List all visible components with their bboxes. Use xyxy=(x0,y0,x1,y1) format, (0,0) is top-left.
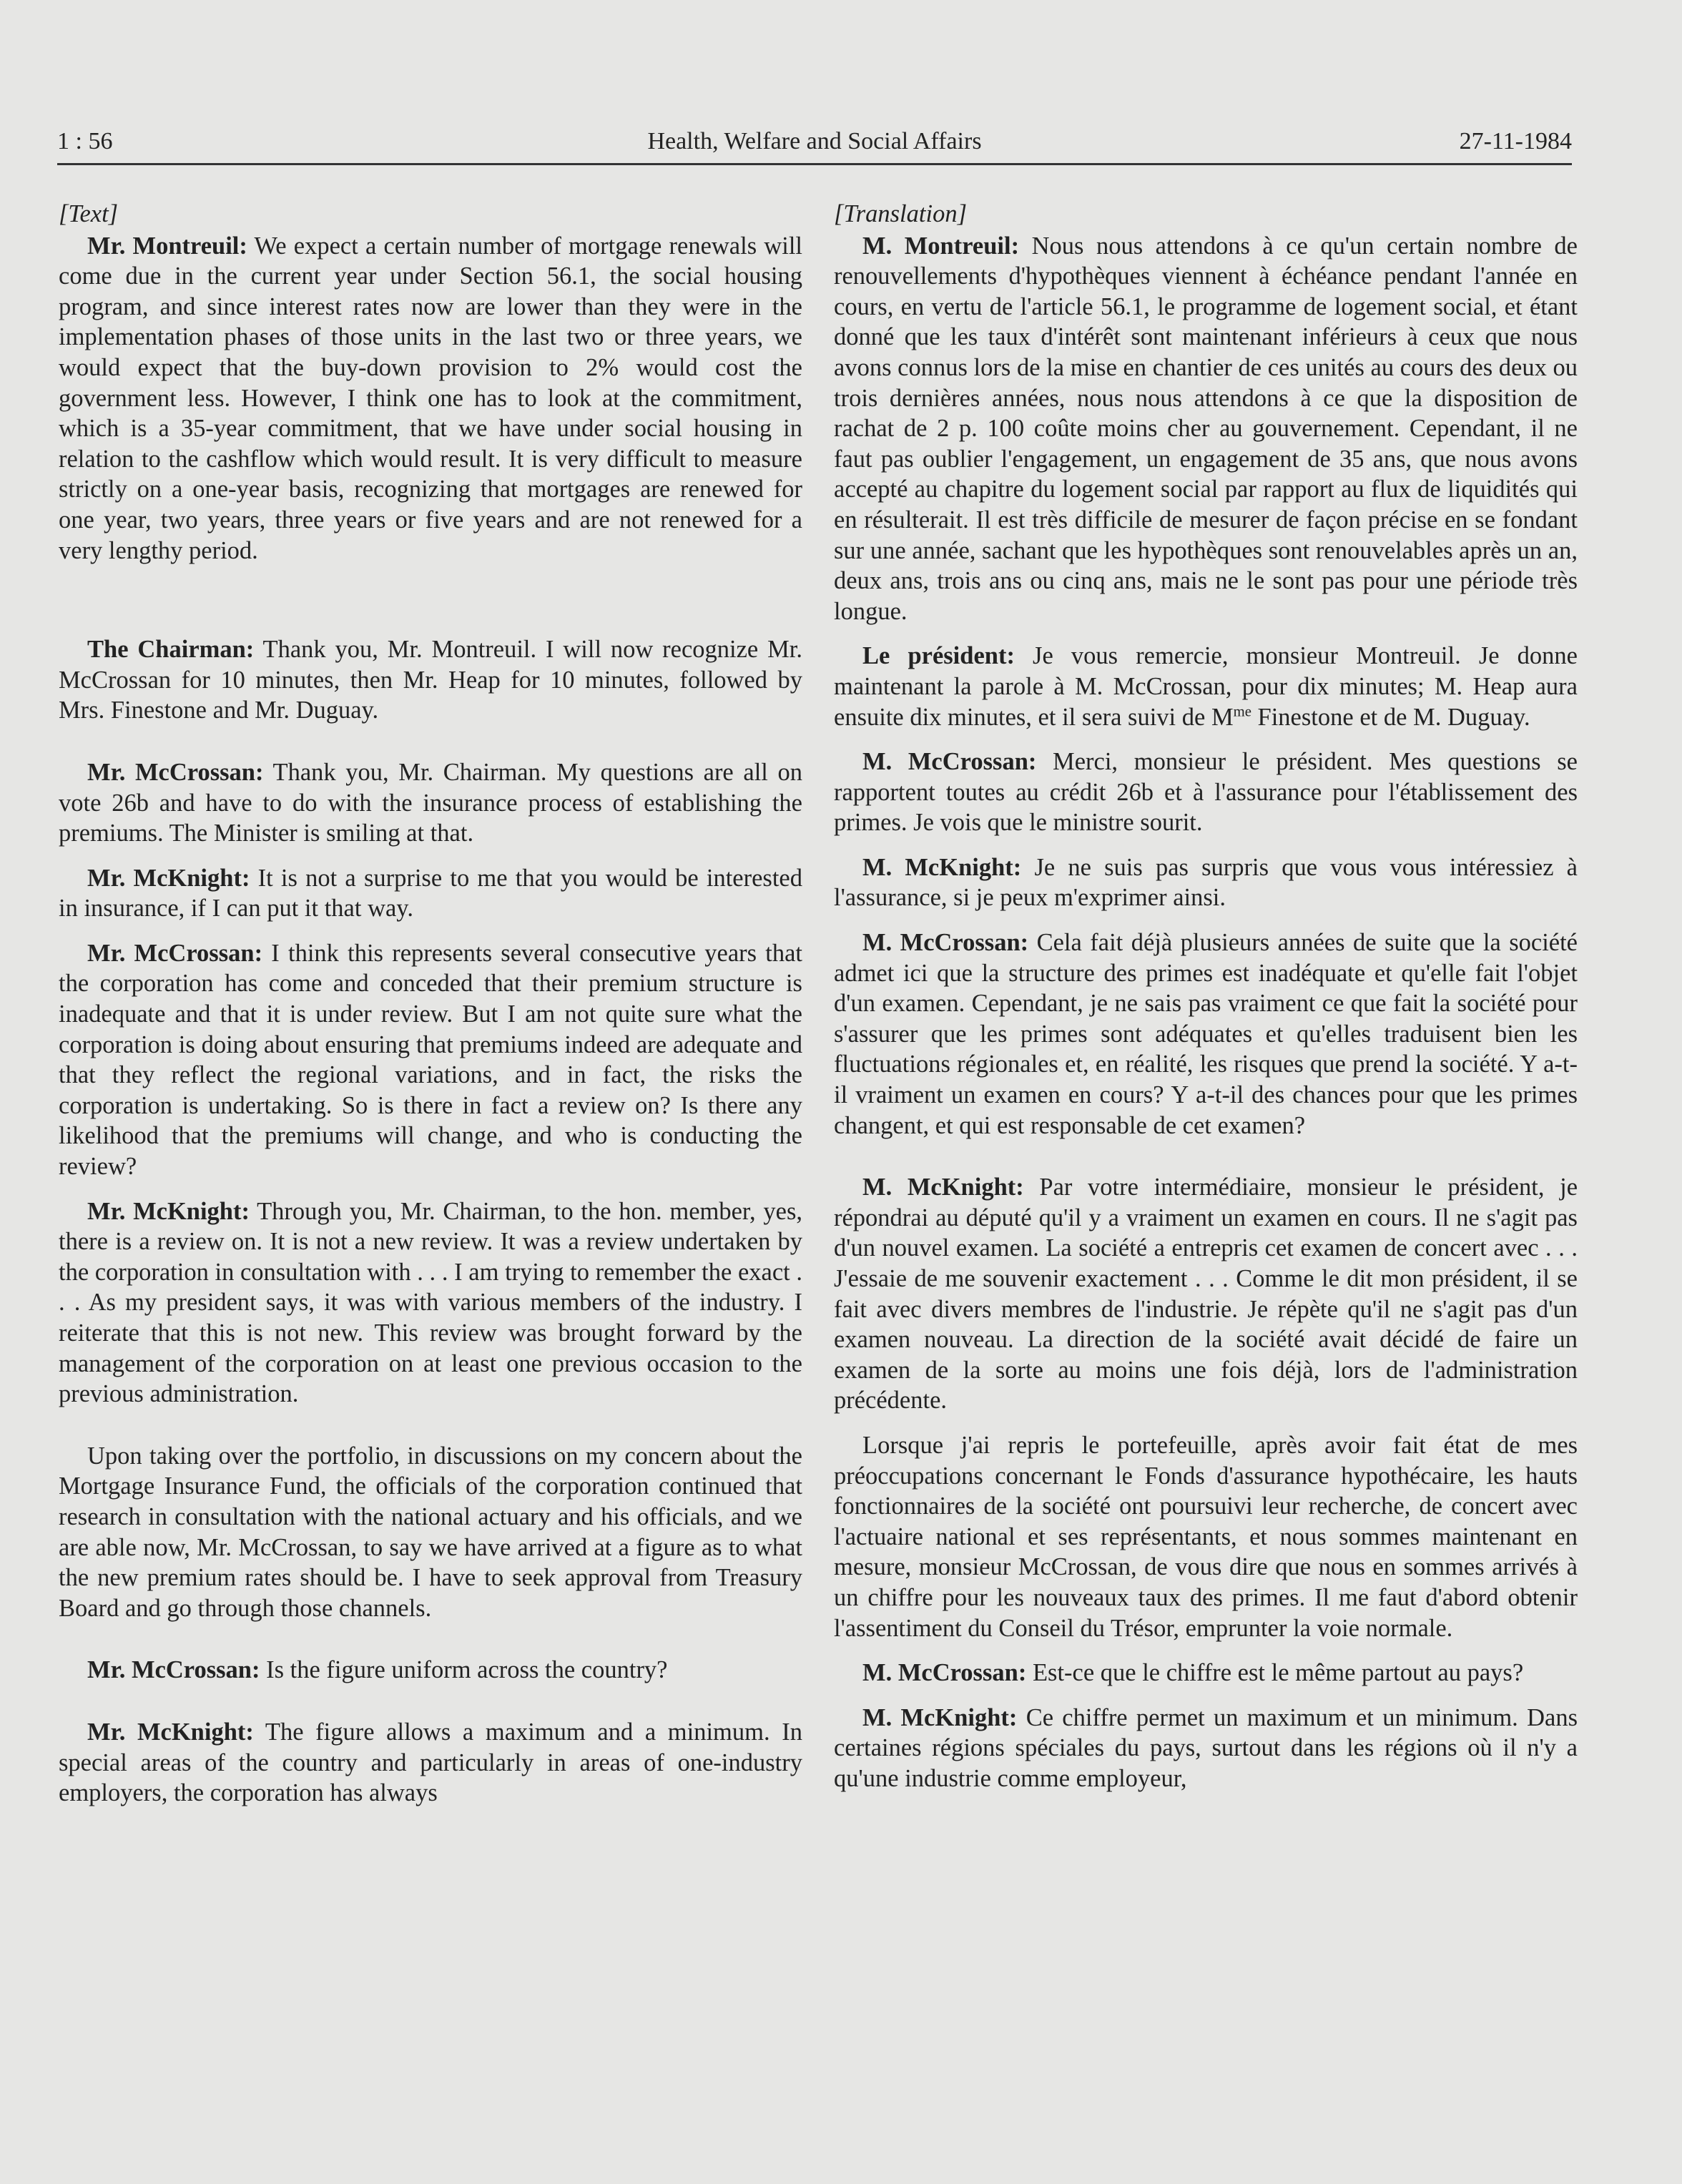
speech-paragraph: Mr. Montreuil: We expect a certain number of mortgage renewals will come due in the current year under Section 56.1, the social housing program, and since interest rates now are lower than they were in the implementation phases of those units in the last two or three years, we would expect that the buy-down provision to 2% would cost the government less. However, I think one has to look at the commitment, which is a 35-year commitment, that we have under social housing in relation to the cashflow which would result. It is very difficult to measure strictly on a one-year basis, recognizing that mortgages are renewed for one year, two years, three years or five years and are not renewed for a very lengthy period. xyxy=(59,232,803,564)
speech-paragraph: Mr. McKnight: The figure allows a maximum and a minimum. In special areas of the country and particularly in areas of one-industry employers, the corporation has always xyxy=(59,1718,802,1807)
speaker-name: M. McKnight: xyxy=(862,1703,1018,1731)
speaker-name: M. McKnight: xyxy=(862,1174,1024,1201)
header-date: 27-11-1984 xyxy=(1459,128,1572,154)
speech-paragraph: M. McKnight: Par votre intermédiaire, monsieur le président, je répondrai au député qu'il y a vraiment un examen en cours. Il ne s'agit pas d'un nouvel examen. La société a entrepris cet examen de concert avec . . . J'essaie de me souvenir exactement . . . Comme le dit mon président, il se fait avec divers membres de l'industrie. Je répète qu'il ne s'agit pas d'un examen nouveau. La direction de la société avait décidé de faire un examen de la sorte au moins une fois déjà, lors de l'administration précédente. xyxy=(834,1174,1578,1415)
speech-paragraph: Mr. McCrossan: I think this represents several consecutive years that the corporation has come and conceded that their premium structure is inadequate and that it is under review. But I am not quite sure what the corporation is doing about ensuring that premiums indeed are adequate and that they reflect the regional variations, and in fact, the risks the corporation is undertaking. So is there in fact a review on? Is there any likelihood that the premiums will change, and who is conducting the review? xyxy=(59,939,802,1181)
speaker-name: Mr. McKnight: xyxy=(87,864,250,892)
speech-paragraph: Mr. McKnight: Through you, Mr. Chairman, to the hon. member, yes, there is a review on. It is not a new review. It was a review undertaken by the corporation in consultation with . . . I am trying to remember the exact . . . As my president says, it was with various members of the industry. I reiterate that this is not new. This review was brought forward by the management of the corporation on at least one previous occasion to the previous administration. xyxy=(59,1197,803,1408)
speaker-name: M. McCrossan: xyxy=(862,929,1029,957)
speech-paragraph: M. McKnight: Ce chiffre permet un maximum et un minimum. Dans certaines régions spéciales du pays, surtout dans les régions où il n'y a qu'une industrie comme employeur, xyxy=(834,1703,1578,1792)
speech-paragraph: M. Montreuil: Nous nous attendons à ce qu'un certain nombre de renouvellements d'hypothèques viennent à échéance pendant l'année en cours, en vertu de l'article 56.1, le programme de logement social, et étant donné que les taux d'intérêt sont maintenant inférieurs à ceux que nous avons connus lors de la mise en chantier de ces unités au cours des deux ou trois dernières années, nous nous attendons à ce que la disposition de rachat de 2 p. 100 coûte moins cher au gouvernement. Cependant, il ne faut pas oublier l'engagement, un engagement de 35 ans, que nous avons accepté au chapitre du logement social par rapport au flux de liquidités qui en résulterait. Il est très difficile de mesurer de façon précise en se fondant sur une année, sachant que les hypothèques sont renouvelables après un an, deux ans, trois ans ou cinq ans, mais ne le sont pas pour une période très longue. xyxy=(834,232,1578,625)
running-title: Health, Welfare and Social Affairs xyxy=(647,128,982,154)
language-tag: [Translation] xyxy=(834,200,967,227)
speaker-name: Mr. McCrossan: xyxy=(87,758,264,786)
speaker-name: M. McCrossan: xyxy=(862,1659,1027,1687)
speaker-name: Mr. McCrossan: xyxy=(87,1656,260,1684)
speech-paragraph: Upon taking over the portfolio, in discussions on my concern about the Mortgage Insurance Fund, the officials of the corporation continued that research in consultation with the national actuary and his officials, and we are able now, Mr. McCrossan, to say we have arrived at a figure as to what the new premium rates should be. I have to seek approval from Treasury Board and go through those channels. xyxy=(59,1442,802,1622)
french-column xyxy=(834,199,1578,1794)
speaker-name: Mr. McCrossan: xyxy=(87,939,263,967)
speaker-name: M. McCrossan: xyxy=(862,748,1037,776)
header-rule xyxy=(57,163,1572,165)
page-header xyxy=(57,123,1572,160)
speaker-name: Mr. Montreuil: xyxy=(87,232,247,260)
speaker-name: M. McKnight: xyxy=(862,853,1022,881)
language-tag: [Text] xyxy=(59,200,119,227)
speaker-name: Mr. McKnight: xyxy=(87,1718,254,1746)
speech-paragraph: Le président: Je vous remercie, monsieur Montreuil. Je donne maintenant la parole à M. McCrossan, pour dix minutes; M. Heap aura ensuite dix minutes, et il sera suivi de $M^{me}$ Finestone et de M. Duguay. xyxy=(834,642,1578,731)
speech-paragraph: Mr. McKnight: It is not a surprise to me that you would be interested in insurance, if I can put it that way. xyxy=(59,864,802,923)
speech-paragraph: Lorsque j'ai repris le portefeuille, après avoir fait état de mes préoccupations concernant le Fonds d'assurance hypothécaire, les hauts fonctionnaires de la société ont poursuivi leur recherche, de concert avec l'actuaire national et ses représentants, et nous sommes maintenant en mesure, monsieur McCrossan, de vous dire que nous en sommes arrivés à un chiffre pour les nouveaux taux des primes. Il me faut d'abord obtenir l'assentiment du Conseil du Trésor, emprunter la voie normale. xyxy=(834,1431,1578,1642)
speaker-name: M. Montreuil: xyxy=(862,232,1020,260)
speaker-name: Le président: xyxy=(862,642,1015,670)
speaker-name: The Chairman: xyxy=(87,636,255,664)
speech-paragraph: Mr. McCrossan: Thank you, Mr. Chairman. My questions are all on vote 26b and have to do with the insurance process of establishing the premiums. The Minister is smiling at that. xyxy=(59,758,802,847)
speech-paragraph: M. McKnight: Je ne suis pas surpris que vous vous intéressiez à l'assurance, si je peux m'exprimer ainsi. xyxy=(834,853,1578,912)
english-column xyxy=(59,199,802,1809)
speech-paragraph: Mr. McCrossan: Is the figure uniform across the country? xyxy=(87,1656,668,1684)
speech-paragraph: M. McCrossan: Est-ce que le chiffre est le même partout au pays? xyxy=(862,1659,1524,1687)
page-number: 1 : 56 xyxy=(57,128,113,154)
speech-paragraph: M. McCrossan: Cela fait déjà plusieurs années de suite que la société admet ici que la structure des primes est inadéquate et qu'elle fait l'objet d'un examen. Cependant, je ne sais pas vraiment ce que fait la société pour s'assurer que les primes sont adéquates et qu'elles traduisent bien les fluctuations régionales et, en réalité, les risques que prend la société. Y a-t-il vraiment un examen en cours? Y a-t-il des chances pour que les primes changent, et qui est responsable de cet examen? xyxy=(834,929,1578,1139)
speech-paragraph: M. McCrossan: Merci, monsieur le président. Mes questions se rapportent toutes au crédit 26b et à l'assurance pour l'établissement des primes. Je vois que le ministre sourit. xyxy=(834,748,1578,837)
speech-paragraph: The Chairman: Thank you, Mr. Montreuil. I will now recognize Mr. McCrossan for 10 minutes, then Mr. Heap for 10 minutes, followed by Mrs. Finestone and Mr. Duguay. xyxy=(59,636,802,724)
speaker-name: Mr. McKnight: xyxy=(87,1197,250,1225)
